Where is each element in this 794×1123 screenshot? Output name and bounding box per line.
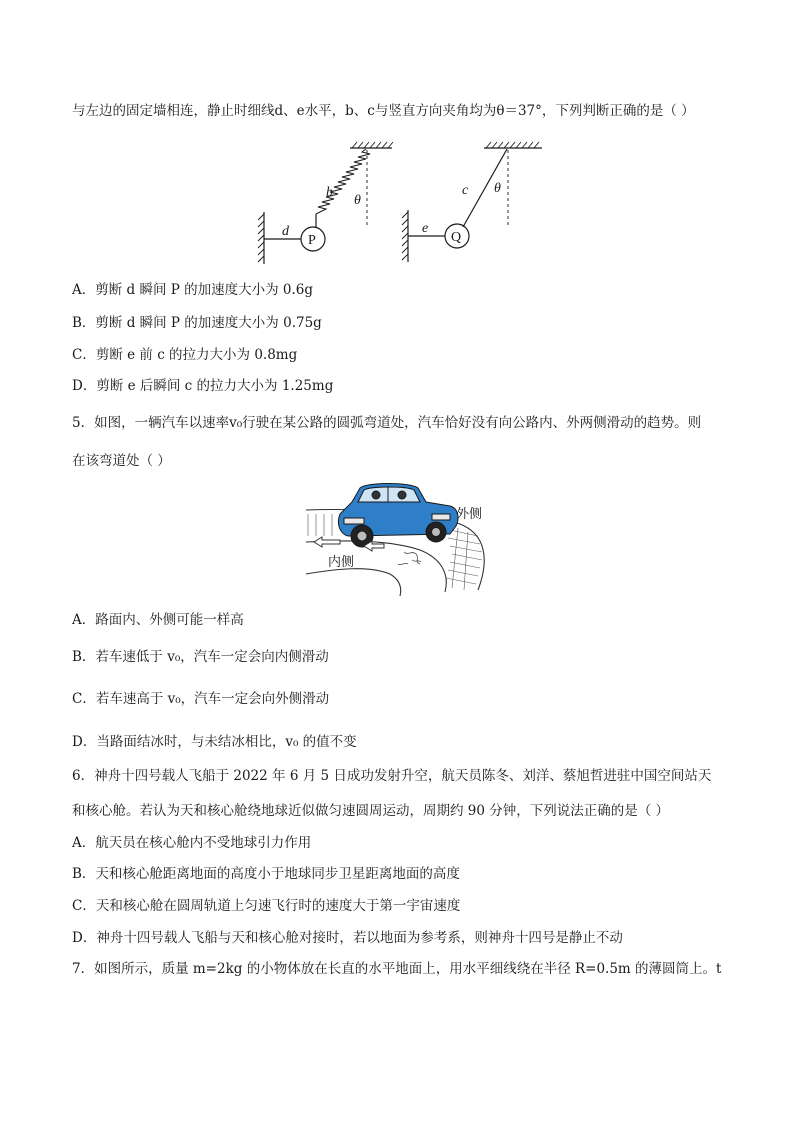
q5-stem-line2: 在该弯道处（ ）: [72, 453, 171, 469]
q5-option-d[interactable]: D．当路面结冰时，与未结冰相比，v₀ 的值不变: [72, 734, 357, 750]
q6-stem-line2: 和核心舱。若认为天和核心舱绕地球近似做匀速圆周运动，周期约 90 分钟，下列说法正确的是（ ）: [72, 803, 670, 819]
q4-stem: 与左边的固定墙相连，静止时细线d、e水平，b、c与竖直方向夹角均为θ＝37°，下列判断正确的是（ ）: [72, 103, 695, 119]
label-b: b: [326, 185, 333, 200]
q4-figure: [252, 140, 552, 266]
q5-option-b[interactable]: B．若车速低于 v₀，汽车一定会向内侧滑动: [72, 649, 329, 665]
label-inner-side: 内侧: [328, 554, 355, 569]
q4-option-c[interactable]: C．剪断 e 前 c 的拉力大小为 0.8mg: [72, 347, 298, 363]
label-c: c: [462, 183, 469, 198]
label-e: e: [422, 221, 429, 236]
q6-stem-line1: 6．神舟十四号载人飞船于 2022 年 6 月 5 日成功发射升空，航天员陈冬、刘洋、蔡旭哲进驻中国空间站天: [72, 768, 712, 784]
q4-option-a[interactable]: A．剪断 d 瞬间 P 的加速度大小为 0.6g: [72, 282, 314, 298]
label-theta-left: θ: [354, 193, 361, 208]
q6-option-a[interactable]: A．航天员在核心舱内不受地球引力作用: [72, 835, 312, 851]
q5-car-figure: [300, 478, 500, 598]
car: [338, 484, 458, 548]
spring-b: [316, 149, 370, 214]
label-theta-right: θ: [494, 181, 501, 196]
label-d: d: [282, 224, 289, 239]
q5-option-a[interactable]: A．路面内、外侧可能一样高: [72, 612, 244, 628]
q5-stem-line1: 5．如图，一辆汽车以速率v₀行驶在某公路的圆弧弯道处，汽车恰好没有向公路内、外两侧滑动的趋势。则: [72, 415, 702, 431]
arrow-left-1: [314, 537, 340, 547]
road-inner-edge: [306, 569, 401, 596]
label-outer-side: 外侧: [456, 506, 483, 521]
q4-option-b[interactable]: B．剪断 d 瞬间 P 的加速度大小为 0.75g: [72, 315, 322, 331]
q6-option-c[interactable]: C．天和核心舱在圆周轨道上匀速飞行时的速度大于第一宇宙速度: [72, 898, 461, 914]
q4-option-d[interactable]: D．剪断 e 后瞬间 c 的拉力大小为 1.25mg: [72, 378, 334, 394]
q6-option-d[interactable]: D．神舟十四号载人飞船与天和核心舱对接时，若以地面为参考系，则神舟十四号是静止不动: [72, 930, 623, 946]
label-Q: Q: [451, 230, 462, 245]
q6-option-b[interactable]: B．天和核心舱距离地面的高度小于地球同步卫星距离地面的高度: [72, 866, 460, 882]
q5-option-c[interactable]: C．若车速高于 v₀，汽车一定会向外侧滑动: [72, 691, 330, 707]
label-P: P: [308, 233, 316, 248]
q7-stem-line1: 7．如图所示，质量 m=2kg 的小物体放在长直的水平地面上，用水平细线绕在半径 R=0.5m 的薄圆筒上。t: [72, 961, 722, 977]
